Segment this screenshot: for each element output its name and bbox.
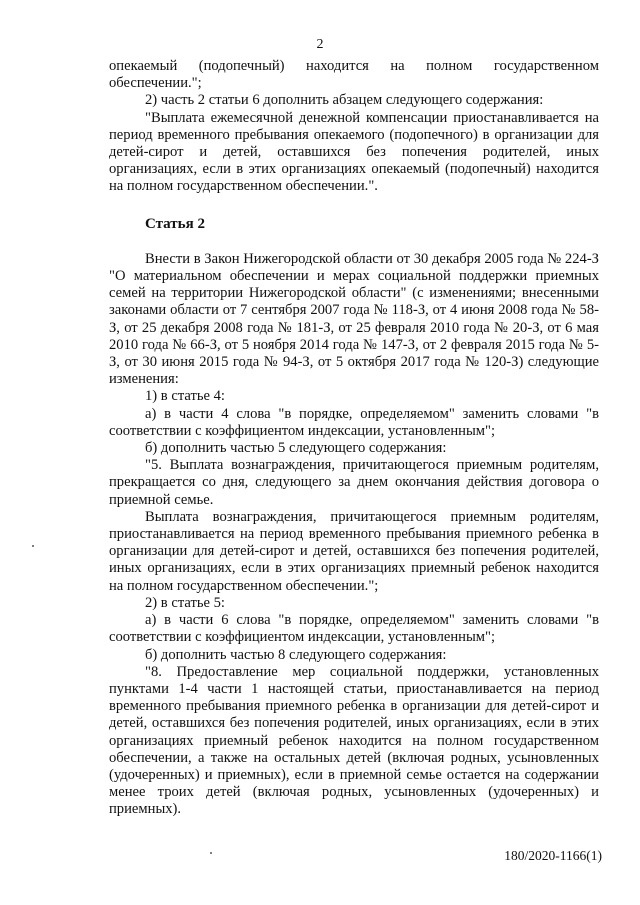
paragraph: 2) в статье 5: [145,594,225,611]
paragraph: 1) в статье 4: [145,388,225,405]
paragraph: "Выплата ежемесячной денежной компенсации приостанавливается на период временного пребывания опекаемого (подопечного) в организации для детей-сирот и детей, оставшихся без попечения родителей, иных организациях, если в этих организациях опекаемый (подопечный) находится на полном государственном обеспечении.". [109,109,599,195]
paragraph: "5. Выплата вознаграждения, причитающегося приемным родителям, прекращается со дня, следующего за днем окончания действия договора о приемной семье. [109,457,599,508]
paragraph: б) дополнить частью 5 следующего содержания: [145,440,447,457]
paragraph: Выплата вознаграждения, причитающегося приемным родителям, приостанавливается на период временного пребывания приемного ребенка в организации для детей-сирот и детей, оставшихся без попечения родителей, иных организациях, если в этих организациях приемный ребенок находится на полном государственном обеспечении."; [109,508,599,594]
scan-speck [32,545,34,547]
page-number: 2 [316,37,324,52]
paragraph: опекаемый (подопечный) находится на полном государственном обеспечении."; [109,58,599,92]
top-paragraphs [109,58,599,196]
paragraph: б) дополнить частью 8 следующего содержания: [145,646,447,663]
document-code: 180/2020-1166(1) [504,848,602,863]
paragraph: а) в части 6 слова "в порядке, определяемом" заменить словами "в соответствии с коэффициентом индексации, установленным"; [109,612,599,646]
scan-speck [210,852,212,854]
paragraph: Внести в Закон Нижегородской области от 30 декабря 2005 года № 224-З "О материальном обеспечении и мерах социальной поддержки приемных семей на территории Нижегородской области" (с изменениями; внесенными законами области от 7 сентября 2007 года № 118-З, от 4 июня 2008 года № 58-З, от 25 декабря 2008 года № 181-З, от 25 февраля 2010 года № 20-З, от 6 мая 2010 года № 66-З, от 5 ноября 2014 года № 147-З, от 2 февраля 2015 года № 5-З, от 30 июня 2015 года № 94-З, от 5 октября 2017 года № 120-З) следующие изменения: [109,250,599,388]
paragraph: "8. Предоставление мер социальной поддержки, установленных пунктами 1-4 части 1 настоящей статьи, приостанавливается на период временного пребывания приемного ребенка в организации для детей-сирот и детей, оставшихся без попечения родителей, иных организациях, если в этих организациях приемный ребенок находится на полном государственном обеспечении, а также на остальных детей (включая родных, усыновленных (удочеренных) и приемных), если в приемной семье остается на содержании менее троих детей (включая родных, усыновленных (удочеренных) и приемных). [109,663,599,818]
paragraph: 2) часть 2 статьи 6 дополнить абзацем следующего содержания: [145,92,544,109]
article-heading: Статья 2 [145,215,205,232]
paragraph: а) в части 4 слова "в порядке, определяемом" заменить словами "в соответствии с коэффициентом индексации, установленным"; [109,405,599,439]
document-body [109,58,599,819]
main-paragraphs [109,251,599,819]
